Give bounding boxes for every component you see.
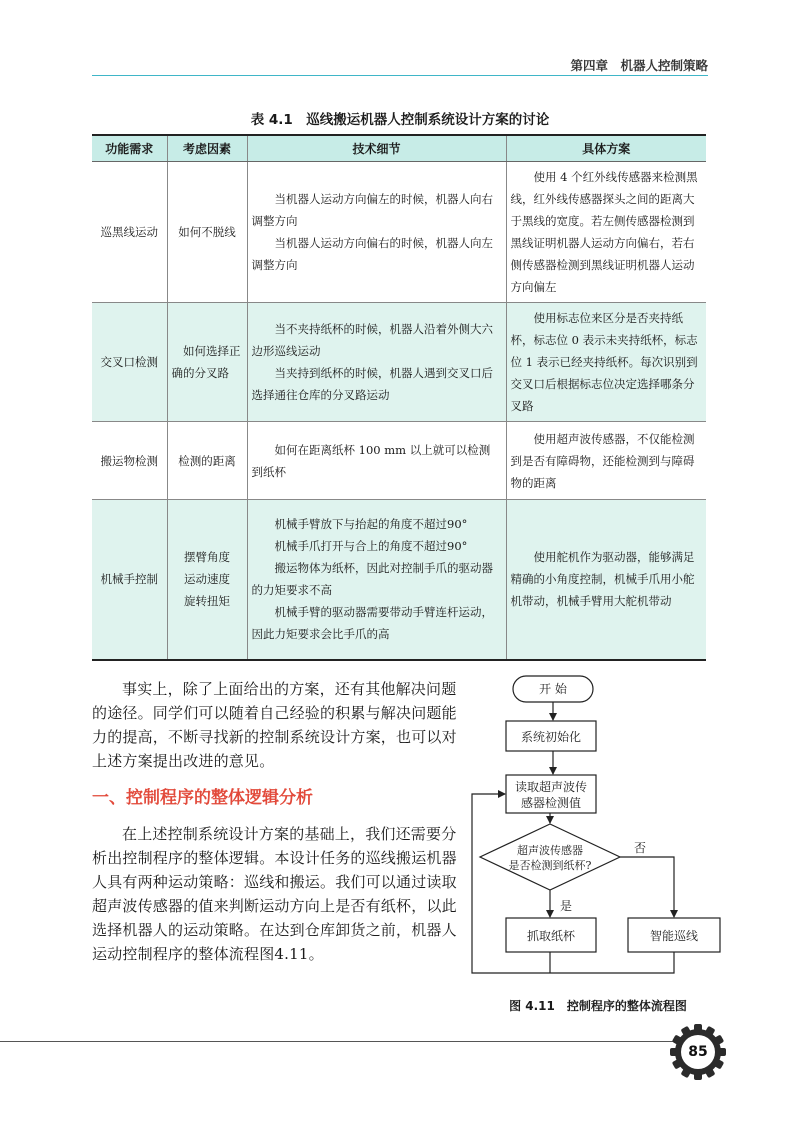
flow-start-text: 开 始 bbox=[539, 682, 567, 696]
flow-decision-text: 超声波传感器 bbox=[517, 844, 583, 857]
page-number: 85 bbox=[688, 1044, 708, 1060]
table-header-cell: 考虑因素 bbox=[167, 135, 247, 162]
flow-arrow-no-branch bbox=[620, 857, 674, 917]
detail-cell bbox=[247, 162, 506, 303]
consideration-text: 旋转扭矩 bbox=[184, 594, 230, 609]
flow-patrol-text: 智能巡线 bbox=[649, 929, 699, 943]
detail-text: 机械手臂的驱动器需要带动手臂连杆运动，因此力矩要求会比手爪的高 bbox=[251, 605, 493, 642]
detail-text: 当机器人运动方向偏右的时候，机器人向左调整方向 bbox=[251, 236, 493, 272]
paragraph-text: 在上述控制系统设计方案的基础上，我们还需要分析出控制程序的整体逻辑。本设计任务的巡线搬运机器人具有两种运动策略：巡线和搬运。我们可以通过读取超声波传感器的值来判断运动方向上是否有纸杯，以此选择机器人的运动策略。在达到仓库卸货之前，机器人运动控制程序的整体流程图4.11。 bbox=[92, 825, 457, 963]
detail-text: 搬运物体为纸杯，因此对控制手爪的驱动器的力矩要求不高 bbox=[251, 561, 493, 598]
consideration-text: 运动速度 bbox=[184, 572, 230, 587]
plan-cell bbox=[506, 162, 706, 303]
body-paragraph-1 bbox=[92, 677, 458, 773]
flow-grab-text: 抓取纸杯 bbox=[526, 929, 576, 943]
consideration-text: 摆臂角度 bbox=[184, 550, 230, 565]
detail-text: 当不夹持纸杯的时候，机器人沿着外侧大六边形巡线运动 bbox=[251, 322, 493, 358]
flow-read-text: 读取超声波传 bbox=[514, 780, 588, 794]
detail-cell bbox=[247, 500, 506, 660]
flowchart bbox=[468, 666, 728, 986]
table-row bbox=[92, 422, 706, 500]
footer-rule bbox=[0, 1041, 688, 1042]
table-caption: 表 4.1 巡线搬运机器人控制系统设计方案的讨论 bbox=[250, 112, 550, 128]
consideration-text: 如何不脱线 bbox=[178, 225, 236, 239]
design-table bbox=[92, 134, 706, 661]
consideration-text: 如何选择正确的分叉路 bbox=[171, 344, 241, 380]
plan-text: 使用舵机作为驱动器，能够满足精确的小角度控制，机械手爪用小舵机带动，机械手臂用大舵机带动 bbox=[510, 550, 695, 609]
table-header-cell: 功能需求 bbox=[92, 135, 167, 162]
flow-decision-node bbox=[480, 824, 620, 890]
plan-cell bbox=[506, 303, 706, 422]
function-cell: 巡黑线运动 bbox=[92, 162, 167, 303]
paragraph-text: 事实上，除了上面给出的方案，还有其他解决问题的途径。同学们可以随着自己经验的积累与解决问题能力的提高，不断寻找新的控制系统设计方案，也可以对上述方案提出改进的意见。 bbox=[92, 680, 457, 770]
table-row bbox=[92, 500, 706, 660]
function-cell: 交叉口检测 bbox=[92, 303, 167, 422]
flow-decision-text: 是否检测到纸杯? bbox=[508, 859, 592, 872]
consideration-cell bbox=[167, 303, 247, 422]
function-cell: 机械手控制 bbox=[92, 500, 167, 660]
consideration-cell bbox=[167, 162, 247, 303]
detail-text: 机械手臂放下与抬起的角度不超过90° bbox=[274, 517, 468, 532]
detail-cell bbox=[247, 422, 506, 500]
detail-cell bbox=[247, 303, 506, 422]
flow-read-text: 感器检测值 bbox=[520, 796, 582, 810]
header-rule bbox=[92, 75, 708, 76]
table-header-cell: 具体方案 bbox=[506, 135, 706, 162]
plan-cell bbox=[506, 422, 706, 500]
flow-yes-label: 是 bbox=[559, 899, 573, 913]
detail-text: 当机器人运动方向偏左的时候，机器人向右调整方向 bbox=[251, 192, 493, 228]
consideration-text: 检测的距离 bbox=[178, 453, 236, 468]
table-row bbox=[92, 162, 706, 303]
body-paragraph-2 bbox=[92, 822, 458, 966]
plan-cell bbox=[506, 500, 706, 660]
section-title: 一、控制程序的整体逻辑分析 bbox=[92, 788, 313, 808]
detail-text: 如何在距离纸杯 100 mm 以上就可以检测到纸杯 bbox=[251, 442, 491, 479]
consideration-cell bbox=[167, 422, 247, 500]
chapter-title: 第四章 机器人控制策略 bbox=[570, 58, 708, 73]
plan-text: 使用超声波传感器，不仅能检测到是否有障碍物，还能检测到与障碍物的距离 bbox=[510, 431, 695, 490]
consideration-cell bbox=[167, 500, 247, 660]
table-row bbox=[92, 303, 706, 422]
table-header-cell: 技术细节 bbox=[247, 135, 506, 162]
detail-text: 当夹持到纸杯的时候，机器人遇到交叉口后选择通往仓库的分叉路运动 bbox=[251, 366, 493, 402]
flow-no-label: 否 bbox=[633, 841, 647, 855]
flow-init-text: 系统初始化 bbox=[520, 730, 582, 744]
plan-text: 使用标志位来区分是否夹持纸杯，标志位 0 表示未夹持纸杯，标志位 1 表示已经夹持纸杯。每次识别到交叉口后根据标志位决定选择哪条分叉路 bbox=[510, 311, 698, 413]
table-header-row bbox=[92, 135, 706, 162]
plan-text: 使用 4 个红外线传感器来检测黑线，红外线传感器探头之间的距离大于黑线的宽度。若左侧传感器检测到黑线证明机器人运动方向偏右，若右侧传感器检测到黑线证明机器人运动方向偏左 bbox=[510, 170, 698, 294]
detail-text: 机械手爪打开与合上的角度不超过90° bbox=[274, 539, 468, 554]
figure-caption: 图 4.11 控制程序的整体流程图 bbox=[509, 999, 687, 1013]
function-cell: 搬运物检测 bbox=[92, 422, 167, 500]
